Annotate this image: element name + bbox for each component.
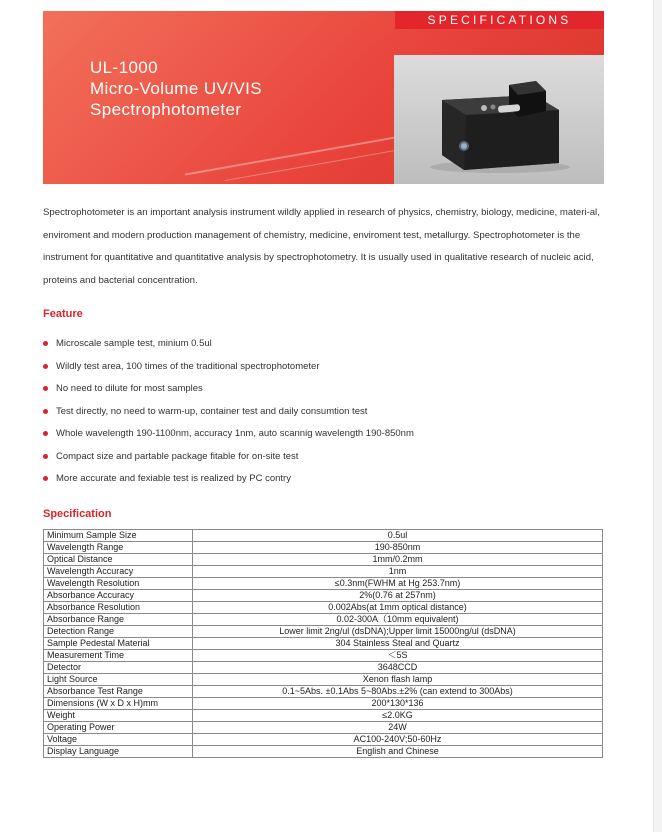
spec-value: 24W: [193, 722, 603, 734]
spec-label: Dimensions (W x D x H)mm: [44, 698, 193, 710]
spec-label: Absorbance Range: [44, 614, 193, 626]
table-row: [44, 746, 603, 758]
spec-label: Wavelength Accuracy: [44, 566, 193, 578]
table-row: [44, 698, 603, 710]
bullet-icon: [43, 341, 48, 346]
spec-label: Absorbance Resolution: [44, 602, 193, 614]
product-title: [90, 57, 262, 120]
bullet-icon: [43, 364, 48, 369]
spec-value: 190-850nm: [193, 542, 603, 554]
spec-label: Absorbance Accuracy: [44, 590, 193, 602]
title-line-2: Micro-Volume UV/VIS: [90, 79, 262, 98]
spectrophotometer-device-image: [394, 55, 604, 184]
spec-value: ≤2.0KG: [193, 710, 603, 722]
spec-label: Measurement Time: [44, 650, 193, 662]
spec-label: Wavelength Range: [44, 542, 193, 554]
spec-value: 200*130*136: [193, 698, 603, 710]
spec-value: ＜5S: [193, 650, 603, 662]
table-row: [44, 686, 603, 698]
feature-item: Wildly test area, 100 times of the traditional spectrophotometer: [43, 360, 603, 383]
spec-label: Wavelength Resolution: [44, 578, 193, 590]
feature-item: Whole wavelength 190-1100nm, accuracy 1nm, auto scannig wavelength 190-850nm: [43, 427, 603, 450]
table-row: [44, 530, 603, 542]
spec-value: 0.002Abs(at 1mm optical distance): [193, 602, 603, 614]
table-row: [44, 662, 603, 674]
feature-heading: Feature: [43, 308, 83, 320]
spec-value: 0.1~5Abs. ±0.1Abs 5~80Abs.±2% (can extend to 300Abs): [193, 686, 603, 698]
spec-value: Xenon flash lamp: [193, 674, 603, 686]
spec-label: Display Language: [44, 746, 193, 758]
spec-value: AC100-240V;50-60Hz: [193, 734, 603, 746]
spec-label: Absorbance Test Range: [44, 686, 193, 698]
spec-label: Optical Distance: [44, 554, 193, 566]
spec-value: English and Chinese: [193, 746, 603, 758]
feature-list: [43, 337, 603, 495]
table-row: [44, 590, 603, 602]
feature-item: No need to dilute for most samples: [43, 382, 603, 405]
scrollbar-track[interactable]: [653, 0, 662, 832]
specification-table: [43, 529, 603, 758]
spec-label: Light Source: [44, 674, 193, 686]
spec-label: Sample Pedestal Material: [44, 638, 193, 650]
table-row: [44, 602, 603, 614]
bullet-icon: [43, 431, 48, 436]
feature-item: Compact size and partable package fitable for on-site test: [43, 450, 603, 473]
table-row: [44, 638, 603, 650]
spec-value: 1mm/0.2mm: [193, 554, 603, 566]
table-row: [44, 566, 603, 578]
bullet-icon: [43, 476, 48, 481]
table-row: [44, 542, 603, 554]
spec-value: 2%(0.76 at 257nm): [193, 590, 603, 602]
spec-value: 1nm: [193, 566, 603, 578]
bullet-icon: [43, 454, 48, 459]
table-row: [44, 674, 603, 686]
spec-label: Weight: [44, 710, 193, 722]
table-row: [44, 734, 603, 746]
product-image: [394, 55, 604, 184]
specification-heading: Specification: [43, 508, 112, 520]
feature-item: More accurate and fexiable test is realized by PC contry: [43, 472, 603, 495]
intro-paragraph: Spectrophotometer is an important analysis instrument wildly applied in research of physics, chemistry, biology, medicine, materi-al, enviroment and modern production management of chemistry, medicine, enviroment test, metallurgy. Spectrophotometer is the instrument for quantitative and quantitative analysis by spectrophotometry. It is usually used in qualitative research of nucleic acid, proteins and bacterial concentration.: [43, 207, 600, 286]
table-row: [44, 722, 603, 734]
feature-item: Test directly, no need to warm-up, container test and daily consumtion test: [43, 405, 603, 428]
spec-label: Detection Range: [44, 626, 193, 638]
model-name: UL-1000: [90, 58, 159, 77]
table-row: [44, 578, 603, 590]
spec-value: 0.5ul: [193, 530, 603, 542]
table-row: [44, 614, 603, 626]
spec-value: ≤0.3nm(FWHM at Hg 253.7nm): [193, 578, 603, 590]
table-row: [44, 554, 603, 566]
table-row: [44, 650, 603, 662]
spec-label: Minimum Sample Size: [44, 530, 193, 542]
spec-label: Voltage: [44, 734, 193, 746]
feature-item: Microscale sample test, minium 0.5ul: [43, 337, 603, 360]
spec-value: Lower limit 2ng/ul (dsDNA);Upper limit 15000ng/ul (dsDNA): [193, 626, 603, 638]
table-row: [44, 710, 603, 722]
spec-value: 3648CCD: [193, 662, 603, 674]
title-line-3: Spectrophotometer: [90, 100, 242, 119]
specifications-tag: SPECIFICATIONS: [395, 11, 604, 29]
header-banner: [43, 11, 604, 184]
bullet-icon: [43, 386, 48, 391]
spec-label: Detector: [44, 662, 193, 674]
spec-value: 304 Stainless Steal and Quartz: [193, 638, 603, 650]
spec-value: 0.02-300A（10mm equivalent): [193, 614, 603, 626]
bullet-icon: [43, 409, 48, 414]
table-row: [44, 626, 603, 638]
spec-label: Operating Power: [44, 722, 193, 734]
